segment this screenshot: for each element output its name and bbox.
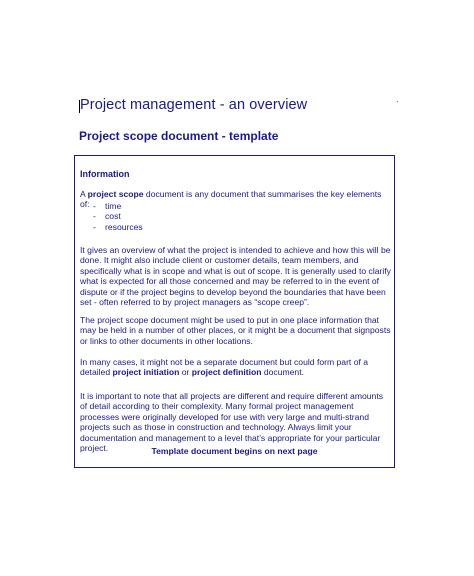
intro-text-after: document is any document that summarises the key elements of: — [80, 189, 382, 210]
information-heading: Information — [80, 169, 130, 179]
list-item-text: resources — [105, 221, 143, 232]
information-box — [74, 155, 395, 468]
document-title: Project management - an overview — [80, 97, 308, 113]
dash-icon: - — [93, 211, 96, 222]
list-item-text: time — [105, 201, 122, 211]
project-initiation-term: project initiation — [112, 367, 180, 378]
document-subtitle: Project scope document - template — [79, 129, 279, 143]
intro-text-before: A — [80, 189, 88, 199]
cases-text-middle: or — [179, 367, 192, 378]
cases-text-after: document. — [261, 367, 304, 378]
list-item — [80, 222, 280, 232]
note-paragraph: It is important to note that all projects are different and require different amounts of detail according to their complexity. Many formal project management processes were originally developed for use with very large and multi-strand projects such as those in construction and technology. Always limit your documentation and management to a level that’s appropriate for your particular project. — [80, 391, 384, 454]
place-paragraph: The project scope document might be used to put in one place information that may be held in a number of other places, or it might be a document that signposts or links to other documents in other locations. — [80, 315, 391, 346]
next-page-note: Template document begins on next page — [151, 446, 318, 456]
cases-paragraph — [80, 357, 392, 378]
list-item-text: cost — [105, 211, 121, 222]
list-item — [80, 211, 280, 221]
key-elements-list — [80, 201, 280, 232]
page-mark — [397, 101, 398, 102]
intro-bold-term: project scope — [87, 189, 144, 199]
cases-text-before: In many cases, it might not be a separate document but could form part of a detailed — [80, 357, 369, 378]
dash-icon: - — [93, 201, 96, 211]
dash-icon: - — [93, 221, 96, 232]
project-definition-term: project definition — [191, 367, 262, 378]
overview-paragraph: It gives an overview of what the project is intended to achieve and how this will be done. It might also include client or customer details, team members, and specifically what is in scope and what is out of scope. It is generally used to clarify what is expected for all those concerned and may be referred to in the event of dispute or if the project begins to develop beyond the boundaries that have been set - often referred to by project managers as “scope creep”. — [80, 245, 391, 308]
list-item — [80, 201, 280, 211]
